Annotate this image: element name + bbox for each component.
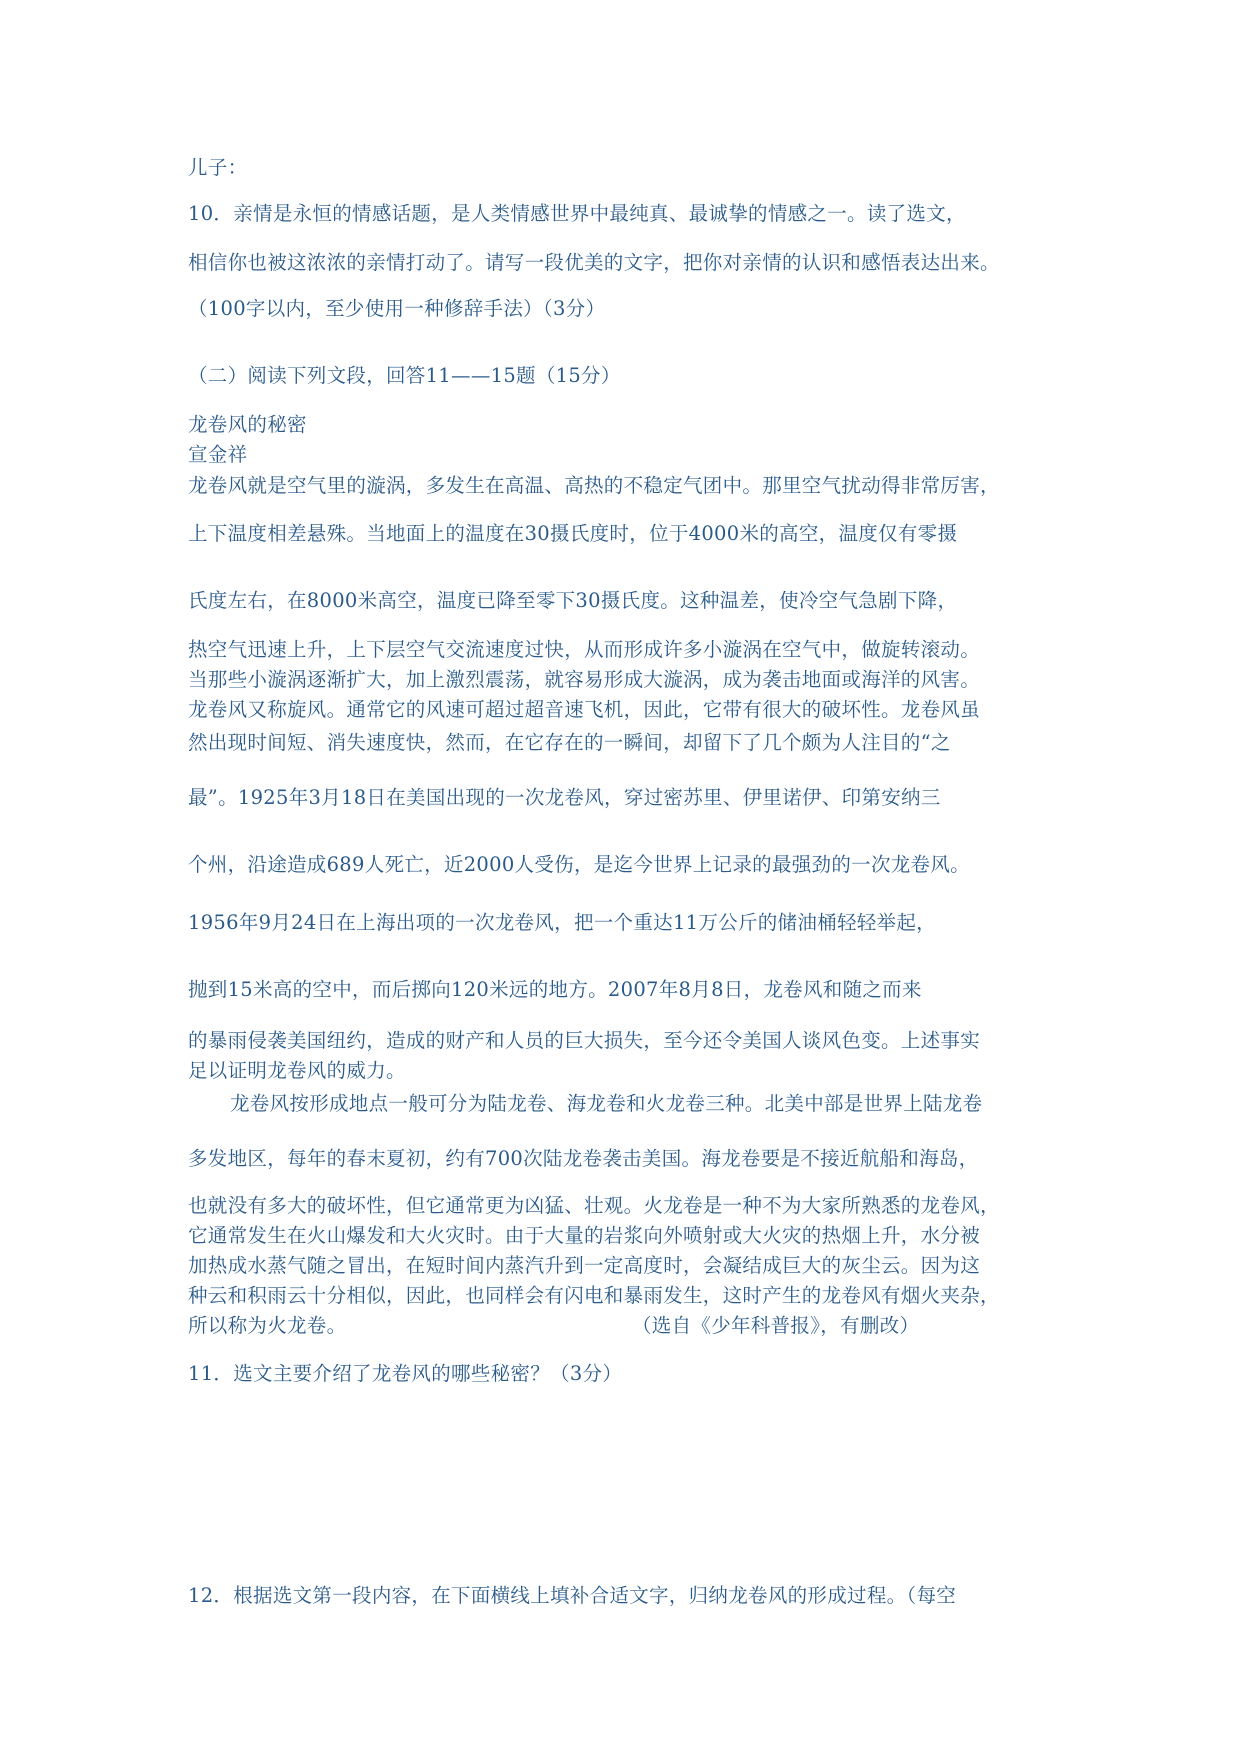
paragraph-1-line-7: 然出现时间短、消失速度快，然而，在它存在的一瞬间，却留下了几个颇为人注目的“之: [188, 731, 951, 754]
question-10-line-3: （100字以内，至少使用一种修辞手法）（3分）: [188, 297, 606, 320]
question-10-line-2: 相信你也被这浓浓的亲情打动了。请写一段优美的文字，把你对亲情的认识和感悟表达出来。: [188, 251, 1000, 274]
text-line-answer-label: 儿子：: [188, 156, 248, 179]
question-10-line-1: 10．亲情是永恒的情感话题，是人类情感世界中最纯真、最诚挚的情感之一。读了选文，: [188, 202, 966, 225]
paragraph-1-line-4: 热空气迅速上升，上下层空气交流速度过快，从而形成许多小漩涡在空气中，做旋转滚动。: [188, 638, 981, 661]
article-title: 龙卷风的秘密: [188, 413, 307, 436]
paragraph-2-line-5: 加热成水蒸气随之冒出，在短时间内蒸汽升到一定高度时，会凝结成巨大的灰尘云。因为这: [188, 1254, 981, 1277]
paragraph-1-line-11: 抛到15米高的空中，而后掷向120米远的地方。2007年8月8日，龙卷风和随之而来: [188, 978, 922, 1001]
paragraph-1-line-9: 个州，沿途造成689人死亡，近2000人受伤，是迄今世界上记录的最强劲的一次龙卷风。: [188, 853, 970, 876]
paragraph-1-line-6: 龙卷风又称旋风。通常它的风速可超过超音速飞机，因此，它带有很大的破坏性。龙卷风虽: [188, 698, 981, 721]
paragraph-1-line-10: 1956年9月24日在上海出项的一次龙卷风，把一个重达11万公斤的储油桶轻轻举起，: [188, 911, 936, 934]
paragraph-2-line-6: 种云和积雨云十分相似，因此，也同样会有闪电和暴雨发生，这时产生的龙卷风有烟火夹杂，: [188, 1284, 1000, 1307]
paragraph-1-line-1: 龙卷风就是空气里的漩涡，多发生在高温、高热的不稳定气团中。那里空气扰动得非常厉害，: [188, 474, 1000, 497]
source-citation: （选自《少年科普报》，有删改）: [632, 1314, 920, 1337]
paragraph-2-line-7: 所以称为火龙卷。: [188, 1314, 347, 1337]
paragraph-2-line-3: 也就没有多大的破坏性，但它通常更为凶猛、壮观。火龙卷是一种不为大家所熟悉的龙卷风，: [188, 1194, 1000, 1217]
paragraph-2-line-2: 多发地区，每年的春末夏初，约有700次陆龙卷袭击美国。海龙卷要是不接近航船和海岛，: [188, 1147, 979, 1170]
article-author: 宣金祥: [188, 443, 248, 466]
paragraph-1-line-12: 的暴雨侵袭美国纽约，造成的财产和人员的巨大损失，至今还令美国人谈风色变。上述事实: [188, 1029, 981, 1052]
paragraph-1-line-13: 足以证明龙卷风的威力。: [188, 1059, 406, 1082]
question-11: 11．选文主要介绍了龙卷风的哪些秘密？（3分）: [188, 1362, 623, 1385]
paragraph-1-line-3: 氏度左右，在8000米高空，温度已降至零下30摄氏度。这种温差，使冷空气急剧下降，: [188, 589, 958, 612]
paragraph-1-line-5: 当那些小漩涡逐渐扩大，加上激烈震荡，就容易形成大漩涡，成为袭击地面或海洋的风害。: [188, 668, 981, 691]
question-12: 12．根据选文第一段内容，在下面横线上填补合适文字，归纳龙卷风的形成过程。（每空: [188, 1584, 957, 1607]
paragraph-1-line-2: 上下温度相差悬殊。当地面上的温度在30摄氏度时，位于4000米的高空，温度仅有零摄: [188, 522, 958, 545]
section-2-heading: （二）阅读下列文段，回答11——15题（15分）: [188, 364, 621, 387]
paragraph-2-line-1: 龙卷风按形成地点一般可分为陆龙卷、海龙卷和火龙卷三种。北美中部是世界上陆龙卷: [230, 1092, 983, 1115]
paragraph-2-line-4: 它通常发生在火山爆发和大火灾时。由于大量的岩浆向外喷射或大火灾的热烟上升，水分被: [188, 1224, 981, 1247]
paragraph-1-line-8: 最”。1925年3月18日在美国出现的一次龙卷风，穿过密苏里、伊里诺伊、印第安纳三: [188, 786, 941, 809]
